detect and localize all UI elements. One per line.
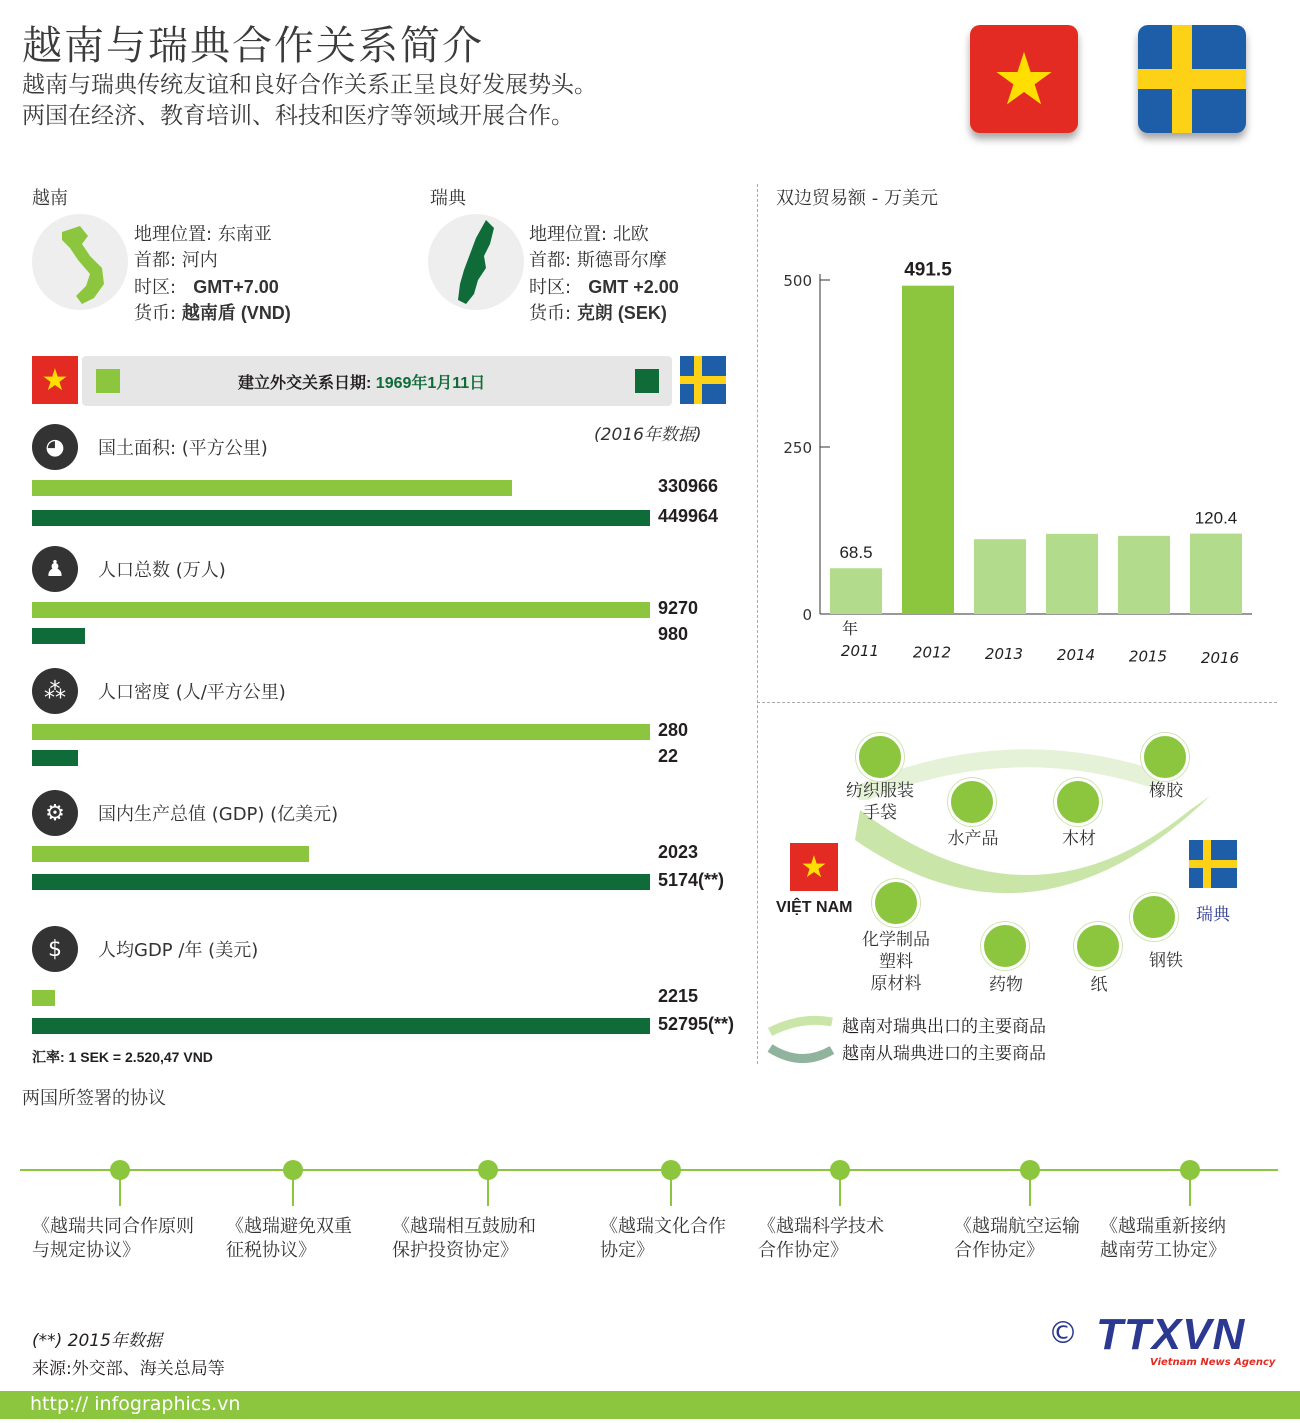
export-item: 纺织服装 手袋 (846, 781, 914, 823)
rubber-icon (1141, 733, 1189, 781)
timeline-dot (478, 1160, 498, 1180)
sweden-capital: 首都: 斯德哥尔摩 (529, 250, 667, 271)
sweden-bar (32, 510, 650, 526)
timeline-stem (292, 1178, 294, 1206)
log-icon (1054, 778, 1102, 826)
agreement-item: 《越瑞避免双重 征税协议》 (226, 1216, 352, 1261)
import-item: 药物 (989, 975, 1023, 995)
import-item: 化学制品 塑料 原材料 (862, 930, 930, 994)
stat-label: 国土面积: (平方公里) (98, 438, 268, 459)
vietnam-flag-large: ★ (970, 25, 1078, 133)
sweden-value: 449964 (658, 506, 719, 526)
sweden-bar (32, 628, 85, 644)
vietnam-heading: 越南 (32, 188, 68, 209)
export-item: 木材 (1062, 829, 1096, 849)
bar-2015 (1118, 536, 1170, 614)
export-legend: 越南对瑞典出口的主要商品 (842, 1017, 1046, 1037)
x-tick-label: 2011 (840, 642, 880, 660)
sweden-value: 22 (658, 746, 679, 766)
sweden-value: 980 (658, 624, 689, 644)
copyright-icon: © (1048, 1316, 1078, 1351)
vietnam-capital: 首都: 河内 (134, 250, 218, 271)
sweden-bar (32, 750, 78, 766)
vietnam-value: 280 (658, 720, 689, 740)
gears-icon: ⚙ (32, 790, 78, 836)
x-tick-label: 2013 (984, 644, 1024, 663)
exchange-rate: 汇率: 1 SEK = 2.520,47 VND (32, 1049, 213, 1065)
timeline-stem (670, 1178, 672, 1206)
bar-2016 (1190, 534, 1242, 614)
timeline-stem (487, 1178, 489, 1206)
bar-2011 (830, 568, 882, 614)
pill-icon (981, 922, 1029, 970)
vietnam-bar (32, 990, 55, 1006)
sweden-value: 5174(**) (658, 870, 725, 890)
bar-2012 (902, 286, 954, 614)
vietnam-value: 2215 (658, 986, 699, 1006)
export-item: 水产品 (947, 829, 999, 849)
timeline-line (20, 1169, 1278, 1171)
x-tick-label: 2014 (1056, 646, 1096, 665)
vertical-divider (757, 184, 758, 1064)
x-axis-label: 年 (841, 619, 859, 638)
import-item: 纸 (1090, 975, 1108, 995)
vietnam-timezone: 时区: GMT+7.00 (134, 277, 279, 298)
import-item: 钢铁 (1149, 951, 1183, 971)
timeline-stem (1029, 1178, 1031, 1206)
vietnam-currency: 货币: 越南盾 (VND) (134, 303, 291, 324)
vietnam-bar (32, 480, 512, 496)
subtitle-line-1: 越南与瑞典传统友谊和良好合作关系正呈良好发展势头。 (22, 72, 597, 98)
vietnam-value: 330966 (658, 476, 719, 496)
agreement-item: 《越瑞科学技术 合作协定》 (758, 1216, 884, 1261)
bar-value-label: 120.4 (1194, 508, 1238, 528)
timeline-dot (830, 1160, 850, 1180)
horizontal-divider (757, 702, 1277, 703)
sweden-flag-small (680, 356, 726, 404)
agreement-item: 《越瑞文化合作 协定》 (600, 1216, 726, 1261)
fish-icon (948, 778, 996, 826)
timeline-dot (1180, 1160, 1200, 1180)
steel-icon (1130, 893, 1178, 941)
sweden-currency: 货币: 克朗 (SEK) (529, 303, 667, 324)
stat-label: 人口总数 (万人) (98, 560, 226, 581)
data-year-note: (2016年数据) (594, 425, 702, 445)
ttxvn-logo-sub: Vietnam News Agency (1150, 1357, 1276, 1368)
sweden-flag-large (1138, 25, 1246, 133)
sweden-bar (32, 1018, 650, 1034)
vietnam-flag-trade: ★ (790, 843, 838, 891)
bar-value-label: 491.5 (904, 259, 952, 281)
x-tick-label: 2012 (912, 643, 952, 662)
diplomatic-date-text: 建立外交关系日期: 1969年1月11日 (238, 375, 486, 392)
sweden-map-icon (428, 214, 524, 310)
stat-label: 人均GDP /年 (美元) (98, 940, 259, 961)
vietnam-location: 地理位置: 东南亚 (134, 224, 272, 245)
flask-icon (872, 879, 920, 927)
vietnam-bar (32, 602, 650, 618)
subtitle-line-2: 两国在经济、教育培训、科技和医疗等领域开展合作。 (22, 103, 574, 129)
ttxvn-logo: TTXVN (1096, 1310, 1246, 1359)
people-icon: ⁂ (32, 668, 78, 714)
vietnam-map-icon (32, 214, 128, 310)
agreement-item: 《越瑞相互鼓励和 保护投资协定》 (392, 1216, 536, 1261)
vietnam-value: 9270 (658, 598, 699, 618)
timeline-stem (119, 1178, 121, 1206)
tshirt-icon (856, 733, 904, 781)
y-tick-label: 0 (802, 606, 812, 624)
timeline-stem (839, 1178, 841, 1206)
y-tick-label: 250 (783, 439, 812, 457)
timeline-dot (110, 1160, 130, 1180)
sweden-legend-swatch (635, 369, 659, 393)
sweden-value: 52795(**) (658, 1014, 735, 1034)
sweden-location: 地理位置: 北欧 (529, 224, 649, 245)
timeline-dot (1020, 1160, 1040, 1180)
y-tick-label: 500 (783, 272, 812, 290)
x-tick-label: 2015 (1128, 647, 1168, 666)
agreements-heading: 两国所签署的协议 (22, 1088, 166, 1109)
bar-value-label: 68.5 (839, 543, 873, 563)
sweden-bar (32, 874, 650, 890)
footnote: (**) 2015年数据 (32, 1331, 162, 1351)
timeline-dot (661, 1160, 681, 1180)
gdp-icon: $ (32, 926, 78, 972)
trade-bar-chart (776, 240, 1276, 680)
vietnam-flag-small: ★ (32, 356, 78, 404)
timeline-stem (1189, 1178, 1191, 1206)
chart-title: 双边贸易额 - 万美元 (776, 188, 938, 209)
page-title: 越南与瑞典合作关系简介 (22, 23, 484, 69)
export-item: 橡胶 (1149, 781, 1183, 801)
pie-chart-icon: ◕ (32, 424, 78, 470)
stat-label: 人口密度 (人/平方公里) (98, 682, 286, 703)
footer-url[interactable]: http:// infographics.vn (30, 1393, 241, 1415)
vietnam-bar (32, 724, 650, 740)
agreement-item: 《越瑞航空运输 合作协定》 (954, 1216, 1080, 1261)
agreement-item: 《越瑞共同合作原则 与规定协议》 (32, 1216, 194, 1261)
bar-2013 (974, 539, 1026, 614)
person-icon: ♟ (32, 546, 78, 592)
bar-2014 (1046, 534, 1098, 614)
agreement-item: 《越瑞重新接纳 越南劳工协定》 (1100, 1216, 1226, 1261)
vietnam-legend-swatch (96, 369, 120, 393)
vietnam-value: 2023 (658, 842, 699, 862)
x-tick-label: 2016 (1200, 649, 1240, 667)
vietnam-bar (32, 846, 309, 862)
sweden-heading: 瑞典 (430, 188, 466, 209)
import-legend: 越南从瑞典进口的主要商品 (842, 1044, 1046, 1064)
trade-legend-arcs (766, 1012, 836, 1072)
stat-label: 国内生产总值 (GDP) (亿美元) (98, 804, 339, 825)
vietnam-trade-label: VIỆT NAM (776, 899, 853, 916)
timeline-dot (283, 1160, 303, 1180)
source-note: 来源:外交部、海关总局等 (32, 1359, 225, 1379)
sweden-trade-label: 瑞典 (1196, 905, 1230, 925)
sweden-timezone: 时区: GMT +2.00 (529, 277, 679, 298)
